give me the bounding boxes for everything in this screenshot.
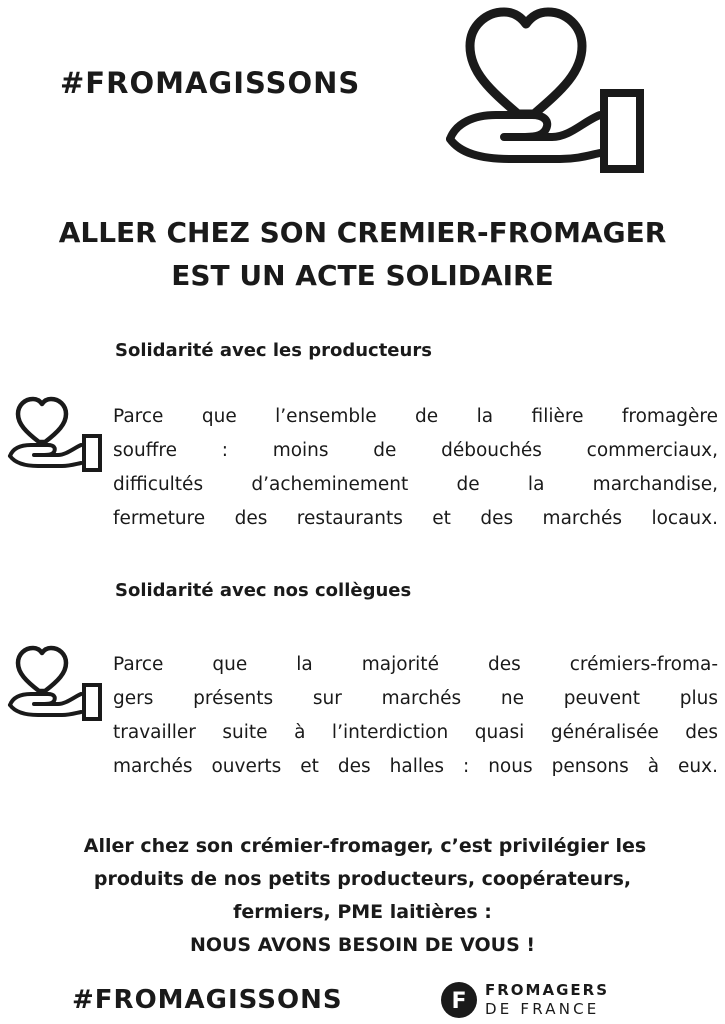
closing-line-3: fermiers, PME laitières : (233, 901, 492, 923)
footer-hashtag: #FROMAGISSONS (72, 985, 343, 1015)
paragraph-line: travailler suite à l’interdiction quasi généralisée des (113, 722, 718, 743)
closing-line-2: produits de nos petits producteurs, coopérateurs, (93, 868, 632, 890)
fromagers-de-france-logo-icon (440, 981, 478, 1019)
paragraph-line: Parce que la majorité des crémiers-froma- (113, 654, 718, 675)
paragraph-collegues (113, 648, 718, 784)
logo-letter: F (451, 989, 467, 1014)
section-heading-producteurs: Solidarité avec les producteurs (115, 340, 432, 361)
paragraph-line: gers présents sur marchés ne peuvent plus (113, 688, 718, 709)
brand-name-line-1: FROMAGERS (485, 981, 609, 999)
page-title-line-2: EST UN ACTE SOLIDAIRE (171, 259, 554, 292)
paragraph-producteurs (113, 400, 718, 536)
header-hashtag: #FROMAGISSONS (60, 66, 361, 100)
brand-name-line-2: DE FRANCE (485, 1000, 600, 1018)
paragraph-line: Parce que l’ensemble de la filière fromagère (113, 406, 718, 427)
page-title-line-1: ALLER CHEZ SON CREMIER-FROMAGER (58, 216, 667, 249)
paragraph-line: souffre : moins de débouchés commerciaux, (113, 440, 718, 461)
section-heading-collegues: Solidarité avec nos collègues (115, 580, 412, 601)
heart-hand-icon (6, 645, 104, 721)
paragraph-line: fermeture des restaurants et des marchés locaux. (113, 508, 718, 529)
paragraph-line: difficultés d’acheminement de la marchandise, (113, 474, 718, 495)
paragraph-line: marchés ouverts et des halles : nous pensons à eux. (113, 756, 718, 777)
heart-hand-icon (6, 396, 104, 472)
heart-hand-icon (440, 5, 646, 175)
closing-line-4: NOUS AVONS BESOIN DE VOUS ! (189, 934, 536, 956)
closing-line-1: Aller chez son crémier-fromager, c’est privilégier les (83, 835, 647, 857)
